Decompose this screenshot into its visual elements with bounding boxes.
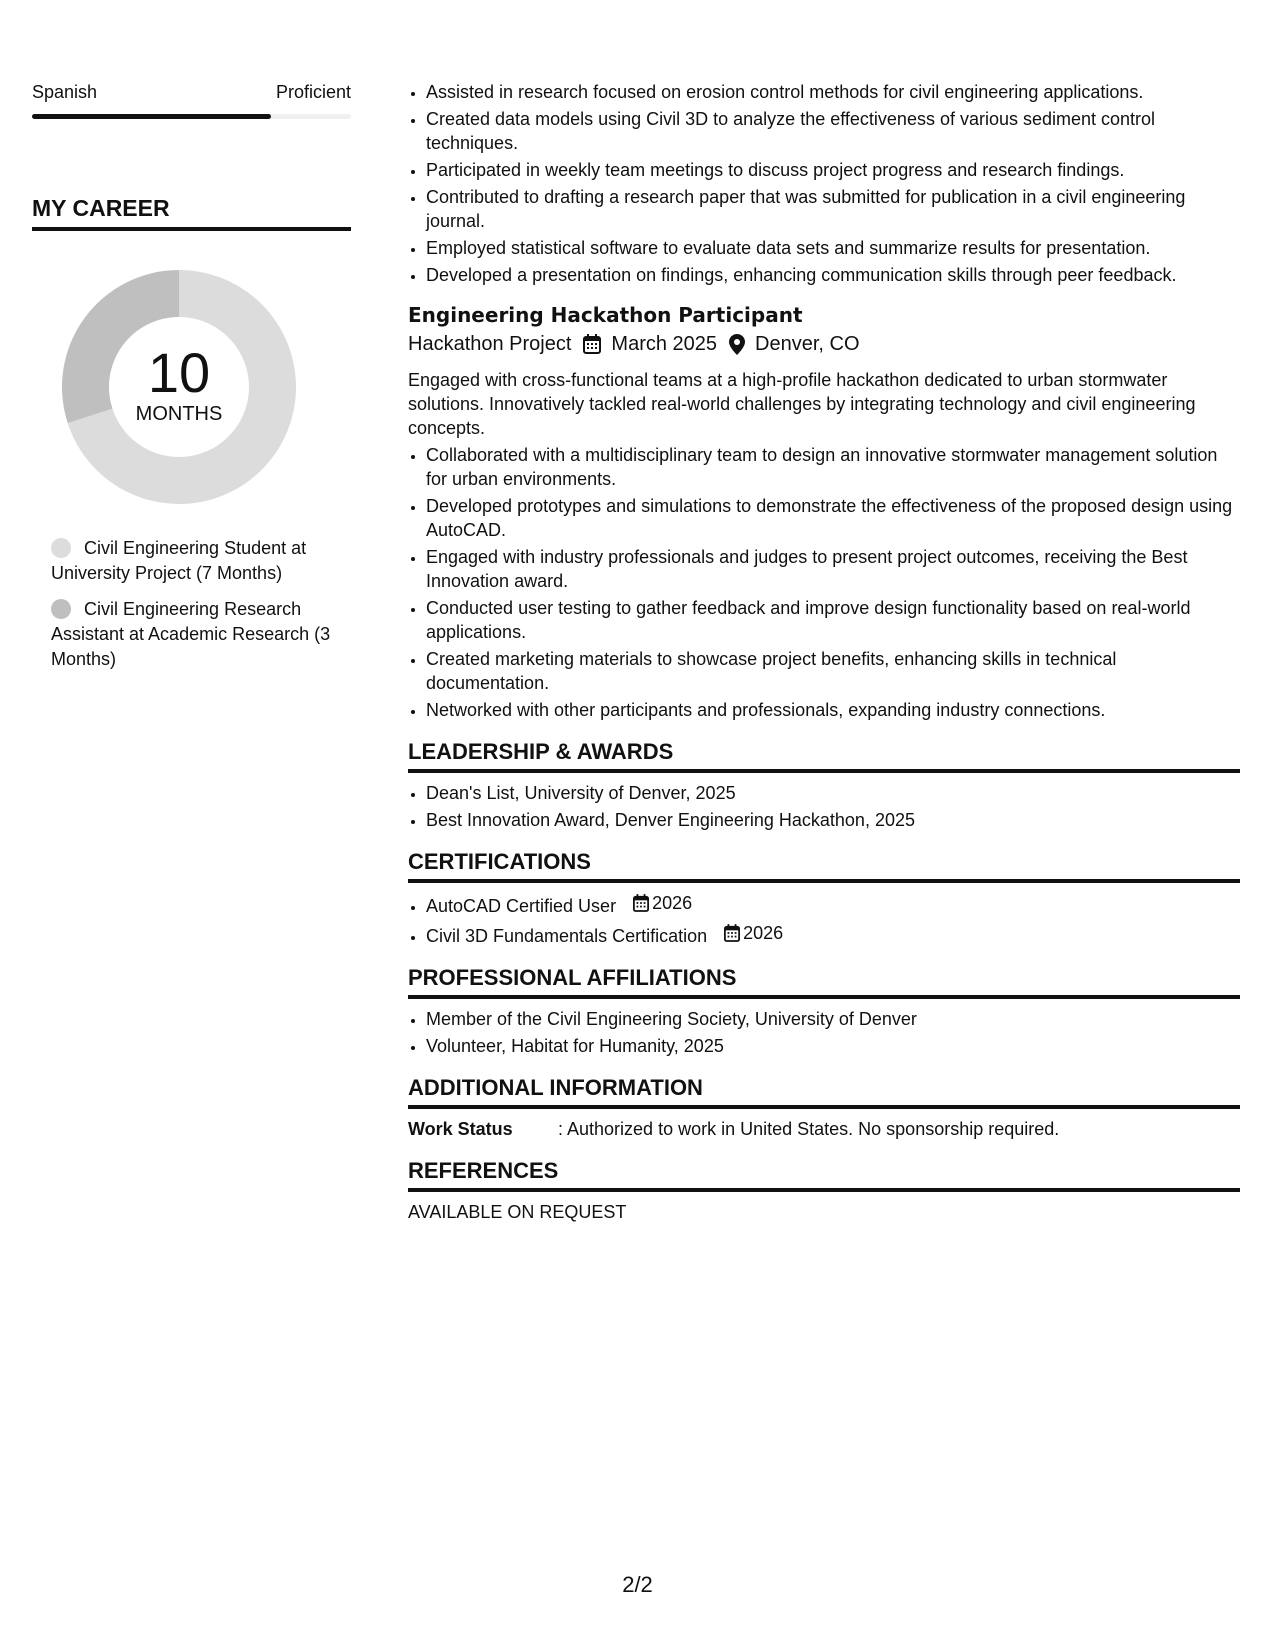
legend-dot-icon: [51, 538, 71, 558]
cert-year: 2026: [743, 923, 784, 943]
list-item: • Engaged with industry professionals and judges to present project outcomes, receiving the Best Innovation award.: [426, 545, 1240, 593]
list-item: • Dean's List, University of Denver, 2025: [426, 781, 1240, 805]
research-bullet-list: [408, 80, 1240, 287]
affiliations-section-title: PROFESSIONAL AFFILIATIONS: [408, 964, 1240, 999]
career-legend: [51, 536, 351, 672]
donut-total-value: 10: [147, 341, 211, 404]
references-section-title: REFERENCES: [408, 1157, 1240, 1192]
job-location: Denver, CO: [755, 333, 860, 355]
sidebar: [32, 80, 351, 683]
donut-total-unit: MONTHS: [135, 403, 223, 425]
certifications-list: [408, 891, 1240, 948]
calendar-icon: [583, 334, 601, 354]
list-item: • Assisted in research focused on erosion control methods for civil engineering applications.: [426, 80, 1240, 104]
list-item: • Conducted user testing to gather feedback and improve design functionality based on real-world applications.: [426, 596, 1240, 644]
career-section-title: MY CAREER: [32, 193, 351, 231]
legend-dot-icon: [51, 599, 71, 619]
job-organization: Hackathon Project: [408, 333, 572, 355]
list-item: • Developed a presentation on findings, enhancing communication skills through peer feedback.: [426, 263, 1240, 287]
job-title: Engineering Hackathon Participant: [408, 303, 803, 327]
list-item: • Networked with other participants and professionals, expanding industry connections.: [426, 698, 1240, 722]
list-item: • Best Innovation Award, Denver Engineering Hackathon, 2025: [426, 808, 1240, 832]
references-text: AVAILABLE ON REQUEST: [408, 1202, 627, 1222]
list-item: • Created marketing materials to showcase project benefits, enhancing skills in technical documentation.: [426, 647, 1240, 695]
cert-year: 2026: [652, 893, 693, 913]
legend-label: Civil Engineering Student at University Project (7 Months): [51, 538, 307, 583]
job-meta: [408, 330, 1240, 358]
list-item: • Collaborated with a multidisciplinary team to design an innovative stormwater management solution for urban environments.: [426, 443, 1240, 491]
cert-name: Civil 3D Fundamentals Certification: [426, 926, 708, 946]
location-pin-icon: [729, 334, 745, 355]
legend-item: [51, 536, 351, 586]
cert-name: AutoCAD Certified User: [426, 896, 617, 916]
main-content: [408, 80, 1240, 1224]
list-item: • Employed statistical software to evaluate data sets and summarize results for presentation.: [426, 236, 1240, 260]
list-item: [426, 921, 1240, 948]
affiliations-list: [408, 1007, 1240, 1058]
list-item: • Participated in weekly team meetings to discuss project progress and research findings.: [426, 158, 1240, 182]
calendar-icon: [724, 924, 740, 942]
certifications-section-title: CERTIFICATIONS: [408, 848, 1240, 883]
leadership-section-title: LEADERSHIP & AWARDS: [408, 738, 1240, 773]
hackathon-bullet-list: [408, 443, 1240, 722]
cert-date: [633, 891, 692, 915]
job-description: Engaged with cross-functional teams at a high-profile hackathon dedicated to urban stormwater solutions. Innovatively tackled real-world challenges by integrating technology and civil engineering concepts.: [408, 370, 1196, 438]
language-proficiency-fill: [32, 114, 271, 119]
language-proficiency-bar: [32, 114, 351, 119]
language-row: [32, 80, 351, 104]
language-name: Spanish: [32, 82, 98, 102]
career-donut-chart: [56, 264, 302, 510]
work-status-label: Work Status: [408, 1119, 513, 1139]
language-level: Proficient: [275, 82, 351, 102]
legend-label: Civil Engineering Research Assistant at Academic Research (3 Months): [51, 599, 331, 669]
list-item: • Created data models using Civil 3D to analyze the effectiveness of various sediment control techniques.: [426, 107, 1240, 155]
legend-item: [51, 597, 351, 672]
leadership-list: [408, 781, 1240, 832]
list-item: • Volunteer, Habitat for Humanity, 2025: [426, 1034, 1240, 1058]
work-status-row: [408, 1117, 1240, 1141]
cert-date: [724, 921, 783, 945]
calendar-icon: [633, 894, 649, 912]
list-item: • Contributed to drafting a research paper that was submitted for publication in a civil engineering journal.: [426, 185, 1240, 233]
job-date: March 2025: [611, 333, 718, 355]
list-item: [426, 891, 1240, 918]
list-item: • Developed prototypes and simulations to demonstrate the effectiveness of the proposed design using AutoCAD.: [426, 494, 1240, 542]
work-status-value: : Authorized to work in United States. No sponsorship required.: [558, 1119, 1060, 1139]
donut-center: [56, 264, 302, 510]
additional-info-section-title: ADDITIONAL INFORMATION: [408, 1074, 1240, 1109]
page-number: 2/2: [622, 1572, 653, 1597]
list-item: • Member of the Civil Engineering Society, University of Denver: [426, 1007, 1240, 1031]
